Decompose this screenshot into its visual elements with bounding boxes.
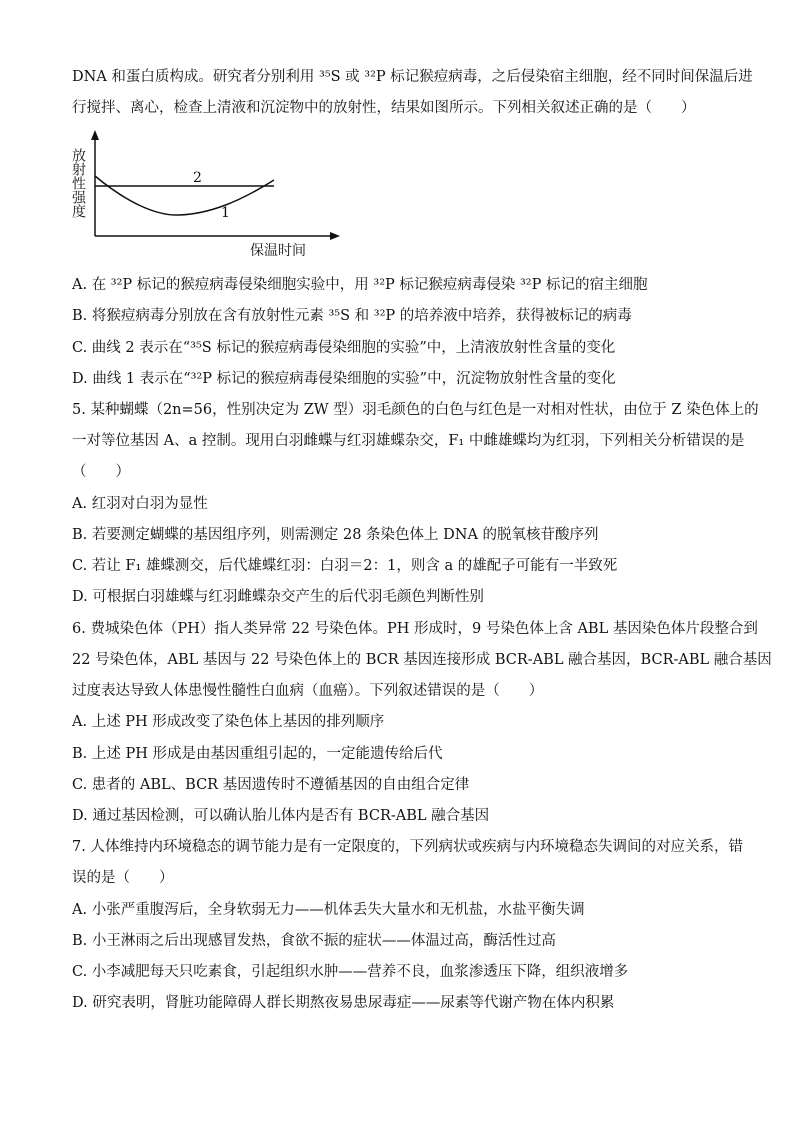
q6-option-d: D. 通过基因检测，可以确认胎儿体内是否有 BCR-ABL 融合基因 (72, 808, 490, 824)
q7-option-d: D. 研究表明，肾脏功能障碍人群长期熬夜易患尿毒症——尿素等代谢产物在体内积累 (72, 995, 615, 1011)
q5-stem-line-1: 5. 某种蝴蝶（2n=56，性别决定为 ZW 型）羽毛颜色的白色与红色是一对相对性状，由位于 Z 染色体上的 (72, 402, 759, 418)
q7-option-b: B. 小王淋雨之后出现感冒发热，食欲不振的症状——体温过高，酶活性过高 (72, 933, 556, 949)
q6-stem-line-1: 6. 费城染色体（PH）指人类异常 22 号染色体。PH 形成时，9 号染色体上含 ABL 基因染色体片段整合到 (72, 621, 758, 637)
q5-option-c: C. 若让 F₁ 雄蝶测交，后代雄蝶红羽：白羽＝2：1，则含 a 的雄配子可能有一半致死 (72, 558, 618, 574)
q5-option-b: B. 若要测定蝴蝶的基因组序列，则需测定 28 条染色体上 DNA 的脱氧核苷酸序列 (72, 527, 599, 543)
curve-1-label: 1 (221, 205, 230, 221)
q5-option-a: A. 红羽对白羽为显性 (72, 496, 208, 512)
q5-stem-line-3: （ ） (72, 464, 130, 480)
x-axis-label: 保温时间 (250, 243, 306, 259)
q6-option-c: C. 患者的 ABL、BCR 基因遗传时不遵循基因的自由组合定律 (72, 777, 470, 793)
q7-stem-line-2: 误的是（ ） (72, 870, 174, 886)
curve-1 (95, 176, 274, 215)
q4-option-c: C. 曲线 2 表示在“³⁵S 标记的猴痘病毒侵染细胞的实验”中，上清液放射性含量的变化 (72, 340, 616, 356)
curve-2-label: 2 (193, 170, 202, 186)
q4-option-b: B. 将猴痘病毒分别放在含有放射性元素 ³⁵S 和 ³²P 的培养液中培养，获得被标记的病毒 (72, 308, 632, 324)
q7-stem-line-1: 7. 人体维持内环境稳态的调节能力是有一定限度的，下列病状或疾病与内环境稳态失调间的对应关系，错 (72, 839, 743, 855)
q5-option-d: D. 可根据白羽雄蝶与红羽雌蝶杂交产生的后代羽毛颜色判断性别 (72, 589, 484, 605)
radioactivity-graph (64, 128, 354, 268)
q4-stem-line-1: DNA 和蛋白质构成。研究者分别利用 ³⁵S 或 ³²P 标记猴痘病毒，之后侵染宿主细胞，经不同时间保温后进 (72, 69, 753, 85)
q6-option-a: A. 上述 PH 形成改变了染色体上基因的排列顺序 (72, 714, 385, 730)
q6-stem-line-3: 过度表达导致人体患慢性髓性白血病（血癌）。下列叙述错误的是（ ） (72, 683, 544, 699)
q4-stem-line-2: 行搅拌、离心，检查上清液和沉淀物中的放射性，结果如图所示。下列相关叙述正确的是（ ） (72, 100, 696, 116)
y-axis-label: 放射性强度 (70, 148, 86, 218)
q4-option-a: A. 在 ³²P 标记的猴痘病毒侵染细胞实验中，用 ³²P 标记猴痘病毒侵染 ³²P 标记的宿主细胞 (72, 277, 648, 293)
q4-option-d: D. 曲线 1 表示在“³²P 标记的猴痘病毒侵染细胞的实验”中，沉淀物放射性含量的变化 (72, 371, 616, 387)
q7-option-a: A. 小张严重腹泻后，全身软弱无力——机体丢失大量水和无机盐，水盐平衡失调 (72, 902, 585, 918)
q6-option-b: B. 上述 PH 形成是由基因重组引起的，一定能遗传给后代 (72, 746, 443, 762)
q7-option-c: C. 小李减肥每天只吃素食，引起组织水肿——营养不良，血浆渗透压下降，组织液增多 (72, 964, 629, 980)
q5-stem-line-2: 一对等位基因 A、a 控制。现用白羽雌蝶与红羽雄蝶杂交，F₁ 中雌雄蝶均为红羽，下列相关分析错误的是 (72, 433, 745, 449)
y-axis (91, 130, 99, 236)
q6-stem-line-2: 22 号染色体，ABL 基因与 22 号染色体上的 BCR 基因连接形成 BCR-ABL 融合基因，BCR-ABL 融合基因 (72, 652, 772, 668)
x-axis (95, 232, 340, 240)
